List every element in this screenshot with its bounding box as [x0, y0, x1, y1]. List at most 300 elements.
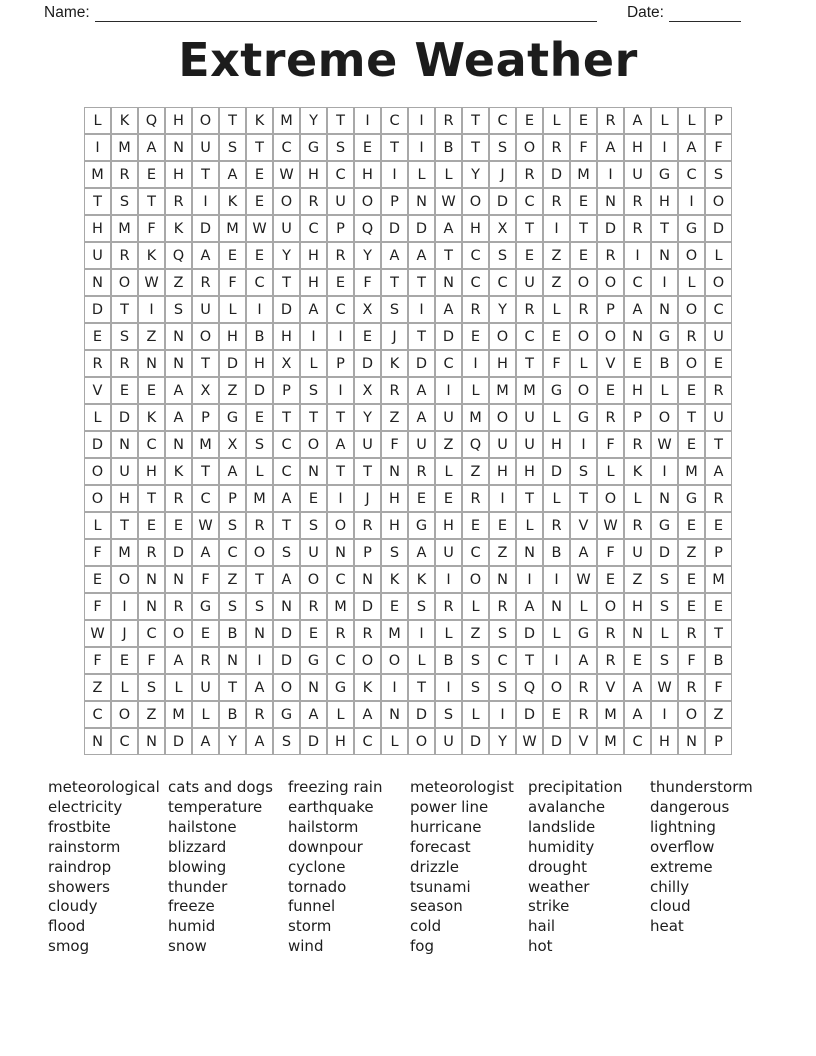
grid-cell: W — [84, 620, 111, 647]
grid-cell: U — [273, 215, 300, 242]
grid-cell: S — [651, 566, 678, 593]
word-bank-word: strike — [528, 897, 570, 916]
grid-cell: Q — [165, 242, 192, 269]
grid-cell: O — [111, 566, 138, 593]
grid-cell: O — [651, 404, 678, 431]
grid-cell: E — [246, 161, 273, 188]
grid-cell: D — [300, 728, 327, 755]
grid-cell: K — [165, 215, 192, 242]
grid-cell: V — [570, 512, 597, 539]
word-bank-word: hailstorm — [288, 817, 359, 836]
grid-cell: I — [435, 377, 462, 404]
grid-cell: I — [354, 107, 381, 134]
grid-cell: S — [651, 593, 678, 620]
grid-cell: S — [435, 701, 462, 728]
grid-cell: A — [570, 647, 597, 674]
grid-cell: M — [570, 161, 597, 188]
word-bank-word: temperature — [168, 797, 263, 816]
grid-cell: E — [624, 350, 651, 377]
grid-cell: S — [273, 728, 300, 755]
grid-cell: L — [624, 485, 651, 512]
grid-cell: D — [354, 593, 381, 620]
grid-cell: E — [705, 350, 732, 377]
grid-cell: R — [408, 458, 435, 485]
grid-cell: O — [597, 485, 624, 512]
grid-cell: R — [489, 593, 516, 620]
grid-cell: M — [516, 377, 543, 404]
grid-cell: H — [300, 161, 327, 188]
grid-cell: I — [651, 269, 678, 296]
grid-cell: P — [624, 404, 651, 431]
grid-cell: S — [489, 674, 516, 701]
grid-cell: G — [192, 593, 219, 620]
grid-cell: E — [516, 242, 543, 269]
grid-cell: S — [651, 647, 678, 674]
word-bank-word: drizzle — [410, 857, 459, 876]
grid-cell: E — [678, 377, 705, 404]
grid-cell: D — [84, 431, 111, 458]
grid-cell: A — [678, 134, 705, 161]
word-bank-column — [168, 778, 288, 957]
grid-cell: S — [462, 647, 489, 674]
grid-cell: G — [651, 161, 678, 188]
word-bank-word: cloudy — [48, 897, 98, 916]
grid-cell: A — [165, 404, 192, 431]
grid-cell: K — [138, 404, 165, 431]
grid-cell: S — [219, 134, 246, 161]
word-bank-word: cats and dogs — [168, 778, 273, 796]
grid-cell: K — [246, 107, 273, 134]
grid-cell: L — [543, 296, 570, 323]
grid-cell: N — [219, 647, 246, 674]
grid-cell: F — [543, 350, 570, 377]
grid-cell: E — [678, 566, 705, 593]
grid-cell: O — [462, 566, 489, 593]
grid-cell: C — [246, 269, 273, 296]
grid-cell: Y — [462, 161, 489, 188]
grid-cell: K — [381, 566, 408, 593]
grid-cell: M — [678, 458, 705, 485]
grid-cell: R — [570, 674, 597, 701]
grid-cell: S — [489, 134, 516, 161]
grid-cell: H — [489, 350, 516, 377]
grid-cell: R — [597, 242, 624, 269]
grid-cell: T — [570, 215, 597, 242]
grid-cell: C — [381, 107, 408, 134]
grid-cell: D — [273, 296, 300, 323]
grid-cell: T — [354, 458, 381, 485]
grid-cell: S — [111, 188, 138, 215]
word-bank-word: drought — [528, 857, 587, 876]
grid-cell: C — [138, 431, 165, 458]
word-bank — [0, 778, 816, 957]
grid-cell: I — [246, 296, 273, 323]
grid-cell: C — [327, 161, 354, 188]
grid-cell: U — [705, 323, 732, 350]
grid-cell: L — [678, 269, 705, 296]
grid-cell: H — [138, 458, 165, 485]
grid-cell: T — [435, 242, 462, 269]
grid-cell: I — [489, 485, 516, 512]
grid-cell: S — [408, 593, 435, 620]
grid-cell: G — [543, 377, 570, 404]
grid-cell: O — [570, 269, 597, 296]
grid-cell: T — [408, 269, 435, 296]
grid-cell: R — [435, 107, 462, 134]
grid-cell: O — [705, 188, 732, 215]
grid-cell: K — [408, 566, 435, 593]
grid-cell: N — [165, 350, 192, 377]
grid-cell: T — [246, 134, 273, 161]
grid-cell: N — [651, 242, 678, 269]
grid-cell: B — [219, 620, 246, 647]
grid-cell: X — [354, 377, 381, 404]
grid-cell: P — [327, 350, 354, 377]
grid-cell: Q — [516, 674, 543, 701]
grid-cell: L — [84, 512, 111, 539]
grid-cell: M — [597, 701, 624, 728]
grid-cell: W — [516, 728, 543, 755]
grid-cell: D — [408, 350, 435, 377]
grid-cell: H — [381, 485, 408, 512]
grid-cell: K — [624, 458, 651, 485]
grid-cell: R — [435, 593, 462, 620]
word-bank-word: freezing rain — [288, 778, 383, 796]
grid-cell: C — [138, 620, 165, 647]
grid-cell: D — [462, 728, 489, 755]
grid-cell: S — [219, 593, 246, 620]
grid-cell: T — [408, 674, 435, 701]
grid-cell: D — [408, 701, 435, 728]
grid-cell: Z — [624, 566, 651, 593]
grid-cell: R — [516, 296, 543, 323]
grid-cell: E — [516, 107, 543, 134]
grid-cell: A — [273, 485, 300, 512]
grid-cell: R — [111, 350, 138, 377]
grid-cell: K — [138, 242, 165, 269]
date-blank-line — [669, 6, 741, 22]
word-bank-word: funnel — [288, 897, 336, 916]
word-bank-word: lightning — [650, 817, 716, 836]
grid-cell: A — [354, 701, 381, 728]
grid-cell: C — [462, 539, 489, 566]
grid-cell: L — [705, 242, 732, 269]
grid-cell: P — [705, 539, 732, 566]
grid-cell: L — [435, 458, 462, 485]
grid-cell: H — [651, 188, 678, 215]
grid-cell: I — [300, 323, 327, 350]
grid-cell: L — [435, 620, 462, 647]
grid-cell: P — [327, 215, 354, 242]
grid-cell: N — [597, 188, 624, 215]
grid-cell: S — [300, 377, 327, 404]
grid-cell: I — [327, 323, 354, 350]
grid-cell: O — [381, 647, 408, 674]
grid-cell: N — [624, 620, 651, 647]
grid-cell: U — [408, 431, 435, 458]
grid-cell: U — [192, 674, 219, 701]
grid-cell: N — [300, 674, 327, 701]
grid-cell: A — [570, 539, 597, 566]
grid-cell: N — [84, 728, 111, 755]
grid-cell: R — [597, 620, 624, 647]
grid-cell: D — [219, 350, 246, 377]
grid-cell: S — [246, 593, 273, 620]
grid-cell: X — [489, 215, 516, 242]
grid-cell: L — [678, 107, 705, 134]
grid-cell: E — [246, 242, 273, 269]
grid-cell: O — [165, 620, 192, 647]
grid-cell: H — [84, 215, 111, 242]
word-bank-word: showers — [48, 877, 110, 896]
grid-cell: L — [300, 350, 327, 377]
grid-cell: I — [408, 134, 435, 161]
grid-cell: T — [138, 485, 165, 512]
grid-cell: A — [435, 215, 462, 242]
grid-cell: T — [705, 620, 732, 647]
grid-cell: U — [516, 431, 543, 458]
grid-cell: Q — [138, 107, 165, 134]
grid-cell: R — [705, 485, 732, 512]
word-bank-word: tsunami — [410, 877, 471, 896]
grid-cell: Z — [381, 404, 408, 431]
grid-cell: S — [489, 620, 516, 647]
grid-cell: N — [381, 701, 408, 728]
grid-cell: R — [705, 377, 732, 404]
grid-cell: N — [138, 728, 165, 755]
grid-cell: B — [246, 323, 273, 350]
grid-cell: D — [516, 701, 543, 728]
grid-cell: G — [273, 701, 300, 728]
grid-cell: H — [435, 512, 462, 539]
grid-cell: E — [165, 512, 192, 539]
grid-cell: O — [678, 242, 705, 269]
grid-cell: Z — [84, 674, 111, 701]
grid-cell: I — [543, 215, 570, 242]
grid-cell: L — [543, 485, 570, 512]
grid-cell: R — [597, 404, 624, 431]
grid-cell: E — [570, 107, 597, 134]
grid-cell: F — [705, 134, 732, 161]
grid-cell: D — [381, 215, 408, 242]
grid-cell: A — [624, 674, 651, 701]
grid-cell: D — [543, 161, 570, 188]
grid-cell: A — [138, 134, 165, 161]
grid-cell: A — [192, 242, 219, 269]
grid-cell: R — [516, 161, 543, 188]
grid-cell: I — [435, 566, 462, 593]
grid-cell: X — [273, 350, 300, 377]
grid-cell: E — [597, 377, 624, 404]
grid-cell: D — [489, 188, 516, 215]
word-bank-word: avalanche — [528, 797, 606, 816]
grid-cell: O — [516, 134, 543, 161]
grid-cell: L — [408, 161, 435, 188]
grid-cell: W — [651, 431, 678, 458]
grid-cell: E — [138, 512, 165, 539]
grid-cell: U — [435, 404, 462, 431]
word-bank-word: smog — [48, 937, 90, 956]
grid-cell: O — [300, 431, 327, 458]
grid-cell: E — [84, 566, 111, 593]
grid-cell: A — [192, 728, 219, 755]
grid-cell: O — [192, 107, 219, 134]
grid-cell: Z — [543, 242, 570, 269]
grid-cell: I — [381, 161, 408, 188]
word-search-grid — [84, 107, 732, 755]
grid-cell: Y — [300, 107, 327, 134]
grid-cell: T — [516, 647, 543, 674]
grid-cell: I — [516, 566, 543, 593]
grid-cell: Z — [435, 431, 462, 458]
grid-cell: H — [651, 728, 678, 755]
grid-cell: Z — [543, 269, 570, 296]
grid-cell: W — [246, 215, 273, 242]
grid-cell: U — [516, 269, 543, 296]
name-label: Name: — [44, 4, 90, 21]
grid-cell: C — [435, 350, 462, 377]
grid-cell: B — [543, 539, 570, 566]
grid-cell: I — [624, 242, 651, 269]
grid-cell: F — [84, 539, 111, 566]
grid-cell: S — [219, 512, 246, 539]
grid-cell: E — [597, 566, 624, 593]
grid-cell: R — [300, 188, 327, 215]
grid-cell: R — [165, 485, 192, 512]
grid-cell: D — [354, 350, 381, 377]
grid-cell: D — [543, 458, 570, 485]
grid-cell: D — [165, 728, 192, 755]
grid-cell: O — [597, 593, 624, 620]
grid-cell: S — [111, 323, 138, 350]
header — [0, 0, 816, 23]
grid-cell: W — [570, 566, 597, 593]
grid-cell: B — [435, 134, 462, 161]
grid-cell: R — [543, 134, 570, 161]
grid-cell: R — [462, 296, 489, 323]
grid-cell: O — [354, 188, 381, 215]
grid-cell: O — [678, 296, 705, 323]
grid-cell: U — [624, 161, 651, 188]
grid-cell: S — [246, 431, 273, 458]
grid-cell: F — [84, 647, 111, 674]
grid-cell: E — [300, 620, 327, 647]
word-bank-word: cloud — [650, 897, 691, 916]
grid-cell: E — [678, 593, 705, 620]
word-bank-word: cyclone — [288, 857, 346, 876]
grid-cell: K — [111, 107, 138, 134]
grid-cell: E — [489, 512, 516, 539]
grid-cell: Y — [354, 404, 381, 431]
grid-cell: M — [111, 539, 138, 566]
grid-cell: R — [192, 647, 219, 674]
grid-cell: F — [597, 539, 624, 566]
grid-cell: F — [84, 593, 111, 620]
grid-cell: R — [192, 269, 219, 296]
grid-cell: R — [597, 107, 624, 134]
grid-cell: S — [165, 296, 192, 323]
grid-cell: W — [273, 161, 300, 188]
grid-cell: U — [435, 728, 462, 755]
grid-cell: Y — [219, 728, 246, 755]
grid-cell: T — [246, 566, 273, 593]
grid-cell: R — [570, 296, 597, 323]
grid-cell: C — [678, 161, 705, 188]
grid-cell: F — [192, 566, 219, 593]
grid-cell: I — [462, 350, 489, 377]
word-bank-column — [288, 778, 410, 957]
grid-cell: N — [435, 269, 462, 296]
grid-cell: R — [84, 350, 111, 377]
grid-cell: P — [597, 296, 624, 323]
grid-cell: E — [138, 377, 165, 404]
grid-cell: E — [462, 323, 489, 350]
grid-cell: O — [246, 539, 273, 566]
grid-cell: A — [624, 296, 651, 323]
grid-cell: T — [138, 188, 165, 215]
grid-cell: L — [570, 593, 597, 620]
grid-cell: R — [570, 701, 597, 728]
grid-cell: N — [354, 566, 381, 593]
grid-cell: U — [192, 134, 219, 161]
grid-cell: D — [651, 539, 678, 566]
grid-cell: F — [570, 134, 597, 161]
word-bank-word: weather — [528, 877, 590, 896]
grid-cell: T — [570, 485, 597, 512]
grid-cell: J — [111, 620, 138, 647]
grid-cell: H — [165, 161, 192, 188]
grid-cell: G — [570, 620, 597, 647]
grid-cell: E — [462, 512, 489, 539]
grid-cell: T — [273, 512, 300, 539]
grid-cell: M — [273, 107, 300, 134]
grid-cell: I — [408, 107, 435, 134]
grid-cell: A — [597, 134, 624, 161]
grid-cell: C — [327, 647, 354, 674]
grid-cell: O — [84, 485, 111, 512]
grid-cell: N — [84, 269, 111, 296]
grid-cell: E — [300, 485, 327, 512]
grid-cell: H — [165, 107, 192, 134]
grid-cell: L — [84, 107, 111, 134]
grid-cell: T — [192, 161, 219, 188]
grid-cell: C — [273, 458, 300, 485]
grid-cell: H — [273, 323, 300, 350]
grid-cell: I — [678, 188, 705, 215]
grid-cell: P — [705, 107, 732, 134]
grid-cell: F — [138, 215, 165, 242]
grid-cell: Y — [489, 728, 516, 755]
grid-cell: T — [516, 350, 543, 377]
grid-cell: O — [678, 350, 705, 377]
word-bank-word: thunder — [168, 877, 228, 896]
grid-cell: T — [327, 107, 354, 134]
word-bank-word: power line — [410, 797, 489, 816]
grid-cell: Z — [489, 539, 516, 566]
word-bank-word: tornado — [288, 877, 347, 896]
grid-cell: S — [462, 674, 489, 701]
grid-cell: R — [354, 620, 381, 647]
grid-cell: L — [327, 701, 354, 728]
grid-cell: M — [462, 404, 489, 431]
word-bank-word: humid — [168, 917, 216, 936]
grid-cell: F — [354, 269, 381, 296]
grid-cell: K — [354, 674, 381, 701]
grid-cell: U — [111, 458, 138, 485]
grid-cell: N — [624, 323, 651, 350]
grid-cell: T — [381, 134, 408, 161]
grid-cell: T — [705, 431, 732, 458]
